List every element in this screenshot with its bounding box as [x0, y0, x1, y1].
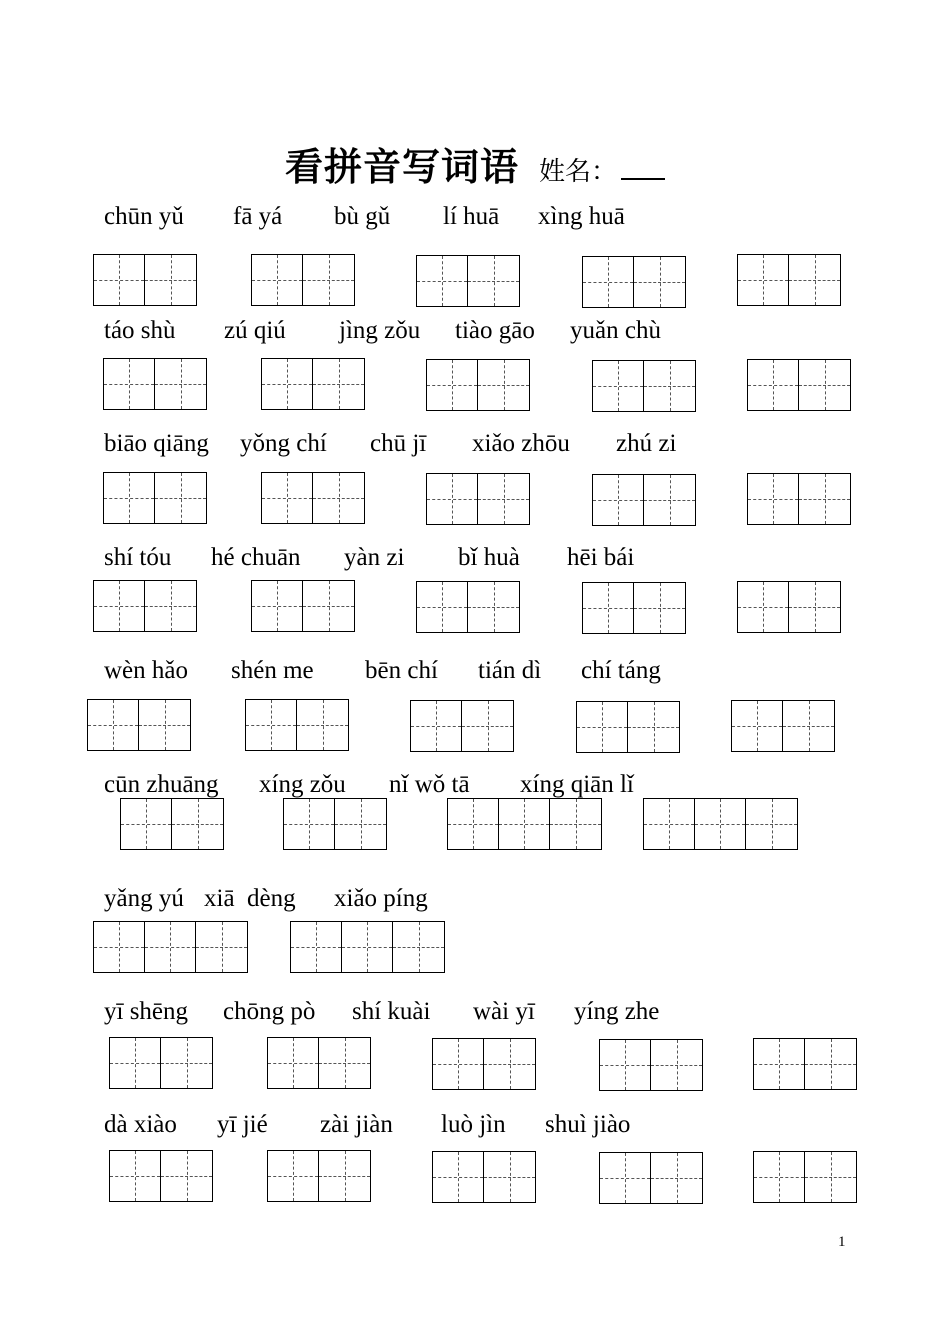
tianzige-cell[interactable] — [805, 1152, 856, 1202]
tianzige-cell[interactable] — [433, 1039, 484, 1089]
pinyin-word: xíng zǒu — [259, 771, 346, 798]
tianzige-cell[interactable] — [319, 1151, 370, 1201]
pinyin-word: yǎng yú — [104, 885, 184, 912]
tianzige-cell[interactable] — [748, 474, 799, 524]
tianzige-cell[interactable] — [88, 700, 139, 750]
tianzige-cell[interactable] — [484, 1152, 535, 1202]
pinyin-word: dà xiào — [104, 1111, 177, 1138]
writing-grid[interactable] — [432, 1151, 536, 1203]
pinyin-word: yī jié — [217, 1111, 268, 1138]
tianzige-cell[interactable] — [393, 922, 444, 972]
tianzige-cell[interactable] — [94, 581, 145, 631]
pinyin-word: shí kuài — [352, 998, 431, 1025]
tianzige-cell[interactable] — [748, 360, 799, 410]
pinyin-word: wèn hǎo — [104, 657, 188, 684]
pinyin-word: luò jìn — [441, 1111, 506, 1138]
name-blank[interactable] — [621, 154, 665, 180]
writing-grid[interactable] — [103, 472, 207, 524]
tianzige-cell[interactable] — [754, 1039, 805, 1089]
tianzige-cell[interactable] — [583, 257, 634, 307]
writing-grid[interactable] — [251, 580, 355, 632]
writing-grid[interactable] — [753, 1038, 857, 1090]
tianzige-cell[interactable] — [262, 359, 313, 409]
pinyin-word: bù gǔ — [334, 203, 391, 230]
tianzige-cell[interactable] — [252, 581, 303, 631]
tianzige-cell[interactable] — [417, 256, 468, 306]
pinyin-word: zài jiàn — [320, 1111, 393, 1138]
tianzige-cell[interactable] — [695, 799, 746, 849]
tianzige-cell[interactable] — [145, 922, 196, 972]
tianzige-cell[interactable] — [651, 1040, 702, 1090]
tianzige-cell[interactable] — [303, 255, 354, 305]
pinyin-word: yíng zhe — [574, 998, 660, 1025]
pinyin-word: shuì jiào — [545, 1111, 631, 1138]
pinyin-word: chū jī — [370, 430, 427, 457]
writing-grid[interactable] — [103, 358, 207, 410]
writing-grid[interactable] — [251, 254, 355, 306]
writing-grid[interactable] — [599, 1039, 703, 1091]
tianzige-cell[interactable] — [303, 581, 354, 631]
pinyin-word: wài yī — [473, 998, 535, 1025]
writing-grid[interactable] — [643, 798, 798, 850]
tianzige-cell[interactable] — [268, 1151, 319, 1201]
tianzige-cell[interactable] — [155, 473, 206, 523]
pinyin-word: cūn zhuāng — [104, 771, 219, 798]
worksheet-header — [0, 136, 950, 191]
tianzige-cell[interactable] — [161, 1038, 212, 1088]
tianzige-cell[interactable] — [145, 581, 196, 631]
writing-grid[interactable] — [87, 699, 191, 751]
pinyin-word: bǐ huà — [458, 544, 520, 571]
tianzige-cell[interactable] — [262, 473, 313, 523]
tianzige-cell[interactable] — [593, 475, 644, 525]
tianzige-cell[interactable] — [738, 582, 789, 632]
tianzige-cell[interactable] — [427, 474, 478, 524]
tianzige-cell[interactable] — [319, 1038, 370, 1088]
tianzige-cell[interactable] — [284, 799, 335, 849]
tianzige-cell[interactable] — [411, 701, 462, 751]
writing-grid[interactable] — [582, 582, 686, 634]
writing-grid[interactable] — [290, 921, 445, 973]
writing-grid[interactable] — [747, 473, 851, 525]
tianzige-cell[interactable] — [427, 360, 478, 410]
tianzige-cell[interactable] — [94, 922, 145, 972]
tianzige-cell[interactable] — [783, 701, 834, 751]
tianzige-cell[interactable] — [110, 1038, 161, 1088]
tianzige-cell[interactable] — [577, 702, 628, 752]
pinyin-word: nǐ wǒ tā — [389, 771, 470, 798]
writing-grid[interactable] — [261, 472, 365, 524]
tianzige-cell[interactable] — [297, 700, 348, 750]
tianzige-cell[interactable] — [268, 1038, 319, 1088]
pinyin-word: táo shù — [104, 317, 176, 344]
tianzige-cell[interactable] — [417, 582, 468, 632]
writing-grid[interactable] — [737, 581, 841, 633]
writing-grid[interactable] — [93, 580, 197, 632]
tianzige-cell[interactable] — [313, 359, 364, 409]
pinyin-word: chí táng — [581, 657, 661, 684]
tianzige-cell[interactable] — [335, 799, 386, 849]
tianzige-cell[interactable] — [593, 361, 644, 411]
tianzige-cell[interactable] — [104, 473, 155, 523]
tianzige-cell[interactable] — [628, 702, 679, 752]
tianzige-cell[interactable] — [145, 255, 196, 305]
pinyin-word: fā yá — [233, 203, 283, 230]
tianzige-cell[interactable] — [600, 1153, 651, 1203]
worksheet-title: 看拼音写词语 — [284, 144, 519, 189]
writing-grid[interactable] — [416, 581, 520, 633]
tianzige-cell[interactable] — [121, 799, 172, 849]
pinyin-word: hēi bái — [567, 544, 635, 571]
pinyin-word: biāo qiāng — [104, 430, 209, 457]
tianzige-cell[interactable] — [252, 255, 303, 305]
writing-grid[interactable] — [426, 359, 530, 411]
tianzige-cell[interactable] — [732, 701, 783, 751]
writing-grid[interactable] — [426, 473, 530, 525]
pinyin-word: xiā — [204, 885, 235, 912]
tianzige-cell[interactable] — [644, 475, 695, 525]
tianzige-cell[interactable] — [644, 361, 695, 411]
page-number: 1 — [838, 1234, 846, 1250]
tianzige-cell[interactable] — [433, 1152, 484, 1202]
tianzige-cell[interactable] — [799, 474, 850, 524]
pinyin-word: chōng pò — [223, 998, 316, 1025]
name-label: 姓名： — [539, 157, 618, 187]
writing-grid[interactable] — [576, 701, 680, 753]
tianzige-cell[interactable] — [754, 1152, 805, 1202]
pinyin-word: bēn chí — [365, 657, 438, 684]
pinyin-word: zhú zi — [616, 430, 677, 457]
tianzige-cell[interactable] — [246, 700, 297, 750]
pinyin-word: shén me — [231, 657, 314, 684]
tianzige-cell[interactable] — [478, 360, 529, 410]
pinyin-word: xiǎo zhōu — [472, 430, 570, 457]
writing-grid[interactable] — [261, 358, 365, 410]
writing-grid[interactable] — [599, 1152, 703, 1204]
pinyin-word: shí tóu — [104, 544, 172, 571]
tianzige-cell[interactable] — [634, 583, 685, 633]
writing-grid[interactable] — [267, 1150, 371, 1202]
tianzige-cell[interactable] — [644, 799, 695, 849]
writing-grid[interactable] — [93, 254, 197, 306]
writing-grid[interactable] — [447, 798, 602, 850]
pinyin-word: yī shēng — [104, 998, 189, 1025]
tianzige-cell[interactable] — [550, 799, 601, 849]
tianzige-cell[interactable] — [746, 799, 797, 849]
pinyin-word: xiǎo píng — [334, 885, 428, 912]
pinyin-word: yǒng chí — [240, 430, 327, 457]
tianzige-cell[interactable] — [94, 255, 145, 305]
tianzige-cell[interactable] — [468, 256, 519, 306]
tianzige-cell[interactable] — [155, 359, 206, 409]
pinyin-word: tián dì — [478, 657, 542, 684]
tianzige-cell[interactable] — [799, 360, 850, 410]
tianzige-cell[interactable] — [139, 700, 190, 750]
tianzige-cell[interactable] — [651, 1153, 702, 1203]
pinyin-word: yàn zi — [344, 544, 405, 571]
writing-grid[interactable] — [747, 359, 851, 411]
writing-grid[interactable] — [283, 798, 387, 850]
pinyin-word: yuǎn chù — [570, 317, 661, 344]
tianzige-cell[interactable] — [499, 799, 550, 849]
tianzige-cell[interactable] — [313, 473, 364, 523]
writing-grid[interactable] — [245, 699, 349, 751]
tianzige-cell[interactable] — [161, 1151, 212, 1201]
tianzige-cell[interactable] — [110, 1151, 161, 1201]
pinyin-word: chūn yǔ — [104, 203, 184, 230]
writing-grid[interactable] — [416, 255, 520, 307]
tianzige-cell[interactable] — [291, 922, 342, 972]
writing-grid[interactable] — [120, 798, 224, 850]
writing-grid[interactable] — [592, 474, 696, 526]
tianzige-cell[interactable] — [634, 257, 685, 307]
writing-grid[interactable] — [109, 1150, 213, 1202]
pinyin-word: dèng — [247, 885, 296, 912]
writing-grid[interactable] — [731, 700, 835, 752]
writing-grid[interactable] — [93, 921, 248, 973]
tianzige-cell[interactable] — [583, 583, 634, 633]
pinyin-word: jìng zǒu — [339, 317, 421, 344]
tianzige-cell[interactable] — [468, 582, 519, 632]
writing-grid[interactable] — [737, 254, 841, 306]
writing-grid[interactable] — [753, 1151, 857, 1203]
writing-grid[interactable] — [592, 360, 696, 412]
pinyin-word: zú qiú — [224, 317, 286, 344]
writing-grid[interactable] — [410, 700, 514, 752]
pinyin-word: xìng huā — [538, 203, 625, 230]
tianzige-cell[interactable] — [448, 799, 499, 849]
tianzige-cell[interactable] — [196, 922, 247, 972]
writing-grid[interactable] — [109, 1037, 213, 1089]
tianzige-cell[interactable] — [789, 255, 840, 305]
pinyin-word: xíng qiān lǐ — [520, 771, 634, 798]
writing-grid[interactable] — [582, 256, 686, 308]
tianzige-cell[interactable] — [805, 1039, 856, 1089]
tianzige-cell[interactable] — [462, 701, 513, 751]
tianzige-cell[interactable] — [789, 582, 840, 632]
tianzige-cell[interactable] — [172, 799, 223, 849]
writing-grid[interactable] — [432, 1038, 536, 1090]
tianzige-cell[interactable] — [478, 474, 529, 524]
tianzige-cell[interactable] — [104, 359, 155, 409]
pinyin-word: tiào gāo — [455, 317, 535, 344]
tianzige-cell[interactable] — [342, 922, 393, 972]
tianzige-cell[interactable] — [600, 1040, 651, 1090]
tianzige-cell[interactable] — [738, 255, 789, 305]
pinyin-word: hé chuān — [211, 544, 301, 571]
tianzige-cell[interactable] — [484, 1039, 535, 1089]
pinyin-word: lí huā — [443, 203, 500, 230]
writing-grid[interactable] — [267, 1037, 371, 1089]
